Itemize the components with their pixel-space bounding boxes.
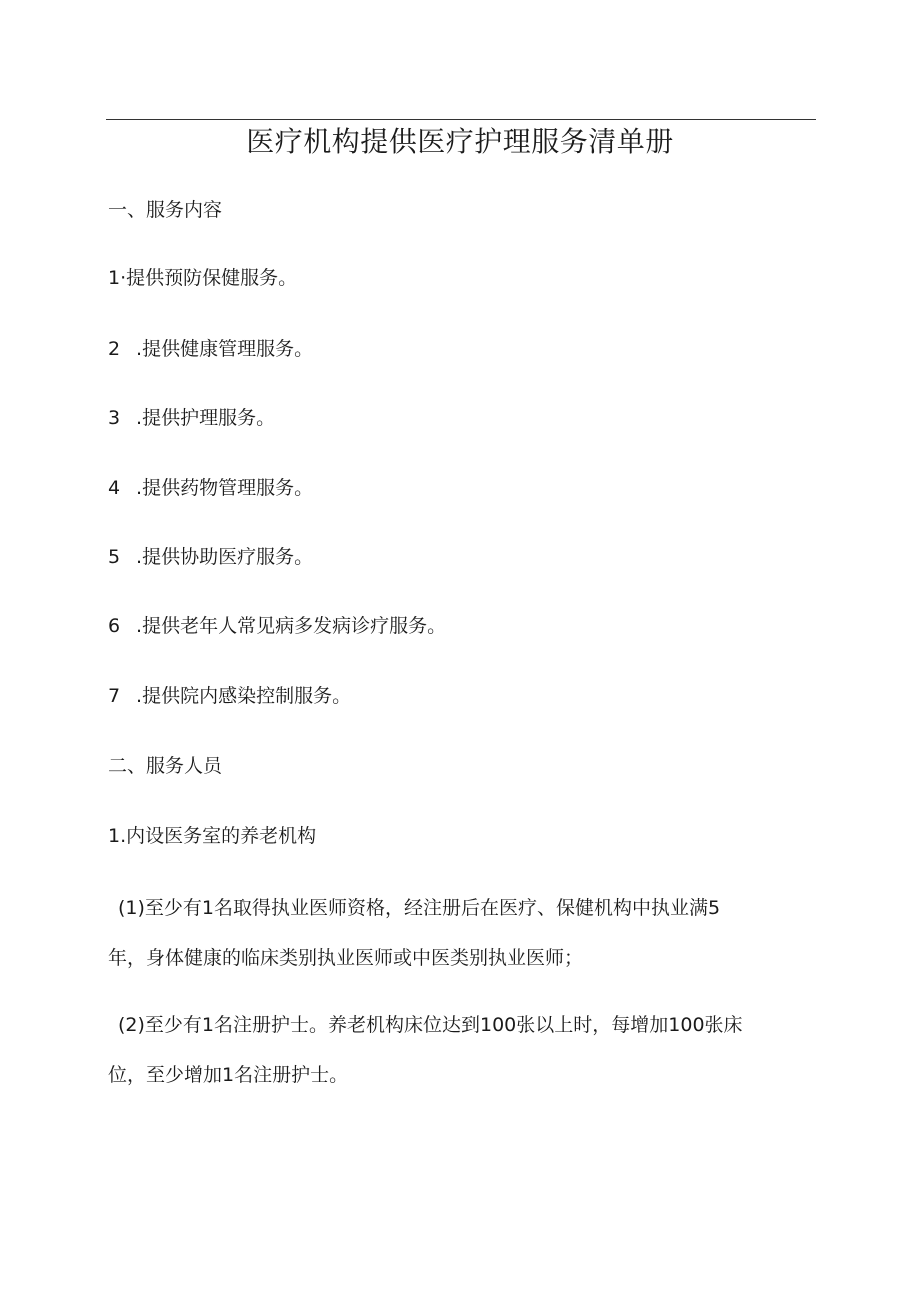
list-item — [108, 684, 351, 708]
list-item — [108, 614, 446, 638]
item-text: ·提供预防保健服务。 — [120, 267, 298, 289]
list-item — [108, 266, 297, 290]
document-title: 医疗机构提供医疗护理服务清单册 — [246, 125, 674, 158]
subsection-heading: 1.内设医务室的养老机构 — [108, 825, 317, 847]
item-number: 3 — [108, 407, 121, 429]
list-item — [108, 476, 313, 500]
item-number: 6 — [108, 615, 121, 637]
paragraph-text: (1)至少有1名取得执业医师资格，经注册后在医疗、保健机构中执业满5 — [118, 897, 721, 919]
list-item — [108, 337, 313, 361]
list-item — [108, 545, 313, 569]
paragraph-line — [108, 883, 808, 933]
paragraph-text: (2)至少有1名注册护士。养老机构床位达到100张以上时，每增加100张床 — [118, 1014, 743, 1036]
paragraph — [108, 1000, 808, 1100]
paragraph-line: 年，身体健康的临床类别执业医师或中医类别执业医师； — [108, 947, 584, 969]
item-text: .提供药物管理服务。 — [130, 477, 314, 499]
item-number: 5 — [108, 546, 121, 568]
item-text: .提供护理服务。 — [130, 407, 276, 429]
item-number: 2 — [108, 338, 121, 360]
paragraph-line — [108, 1000, 808, 1050]
item-number: 7 — [108, 685, 121, 707]
item-text: .提供院内感染控制服务。 — [130, 685, 352, 707]
item-text: .提供老年人常见病多发病诊疗服务。 — [130, 615, 447, 637]
section-heading-service-content: 一、服务内容 — [108, 199, 223, 221]
item-text: .提供健康管理服务。 — [130, 338, 314, 360]
list-item — [108, 406, 275, 430]
section-heading-service-staff: 二、服务人员 — [108, 755, 223, 777]
item-text: .提供协助医疗服务。 — [130, 546, 314, 568]
paragraph — [108, 883, 808, 983]
item-number: 4 — [108, 477, 121, 499]
paragraph-line: 位，至少增加1名注册护士。 — [108, 1064, 349, 1086]
header-rule — [106, 119, 816, 120]
item-number: 1 — [108, 267, 121, 289]
